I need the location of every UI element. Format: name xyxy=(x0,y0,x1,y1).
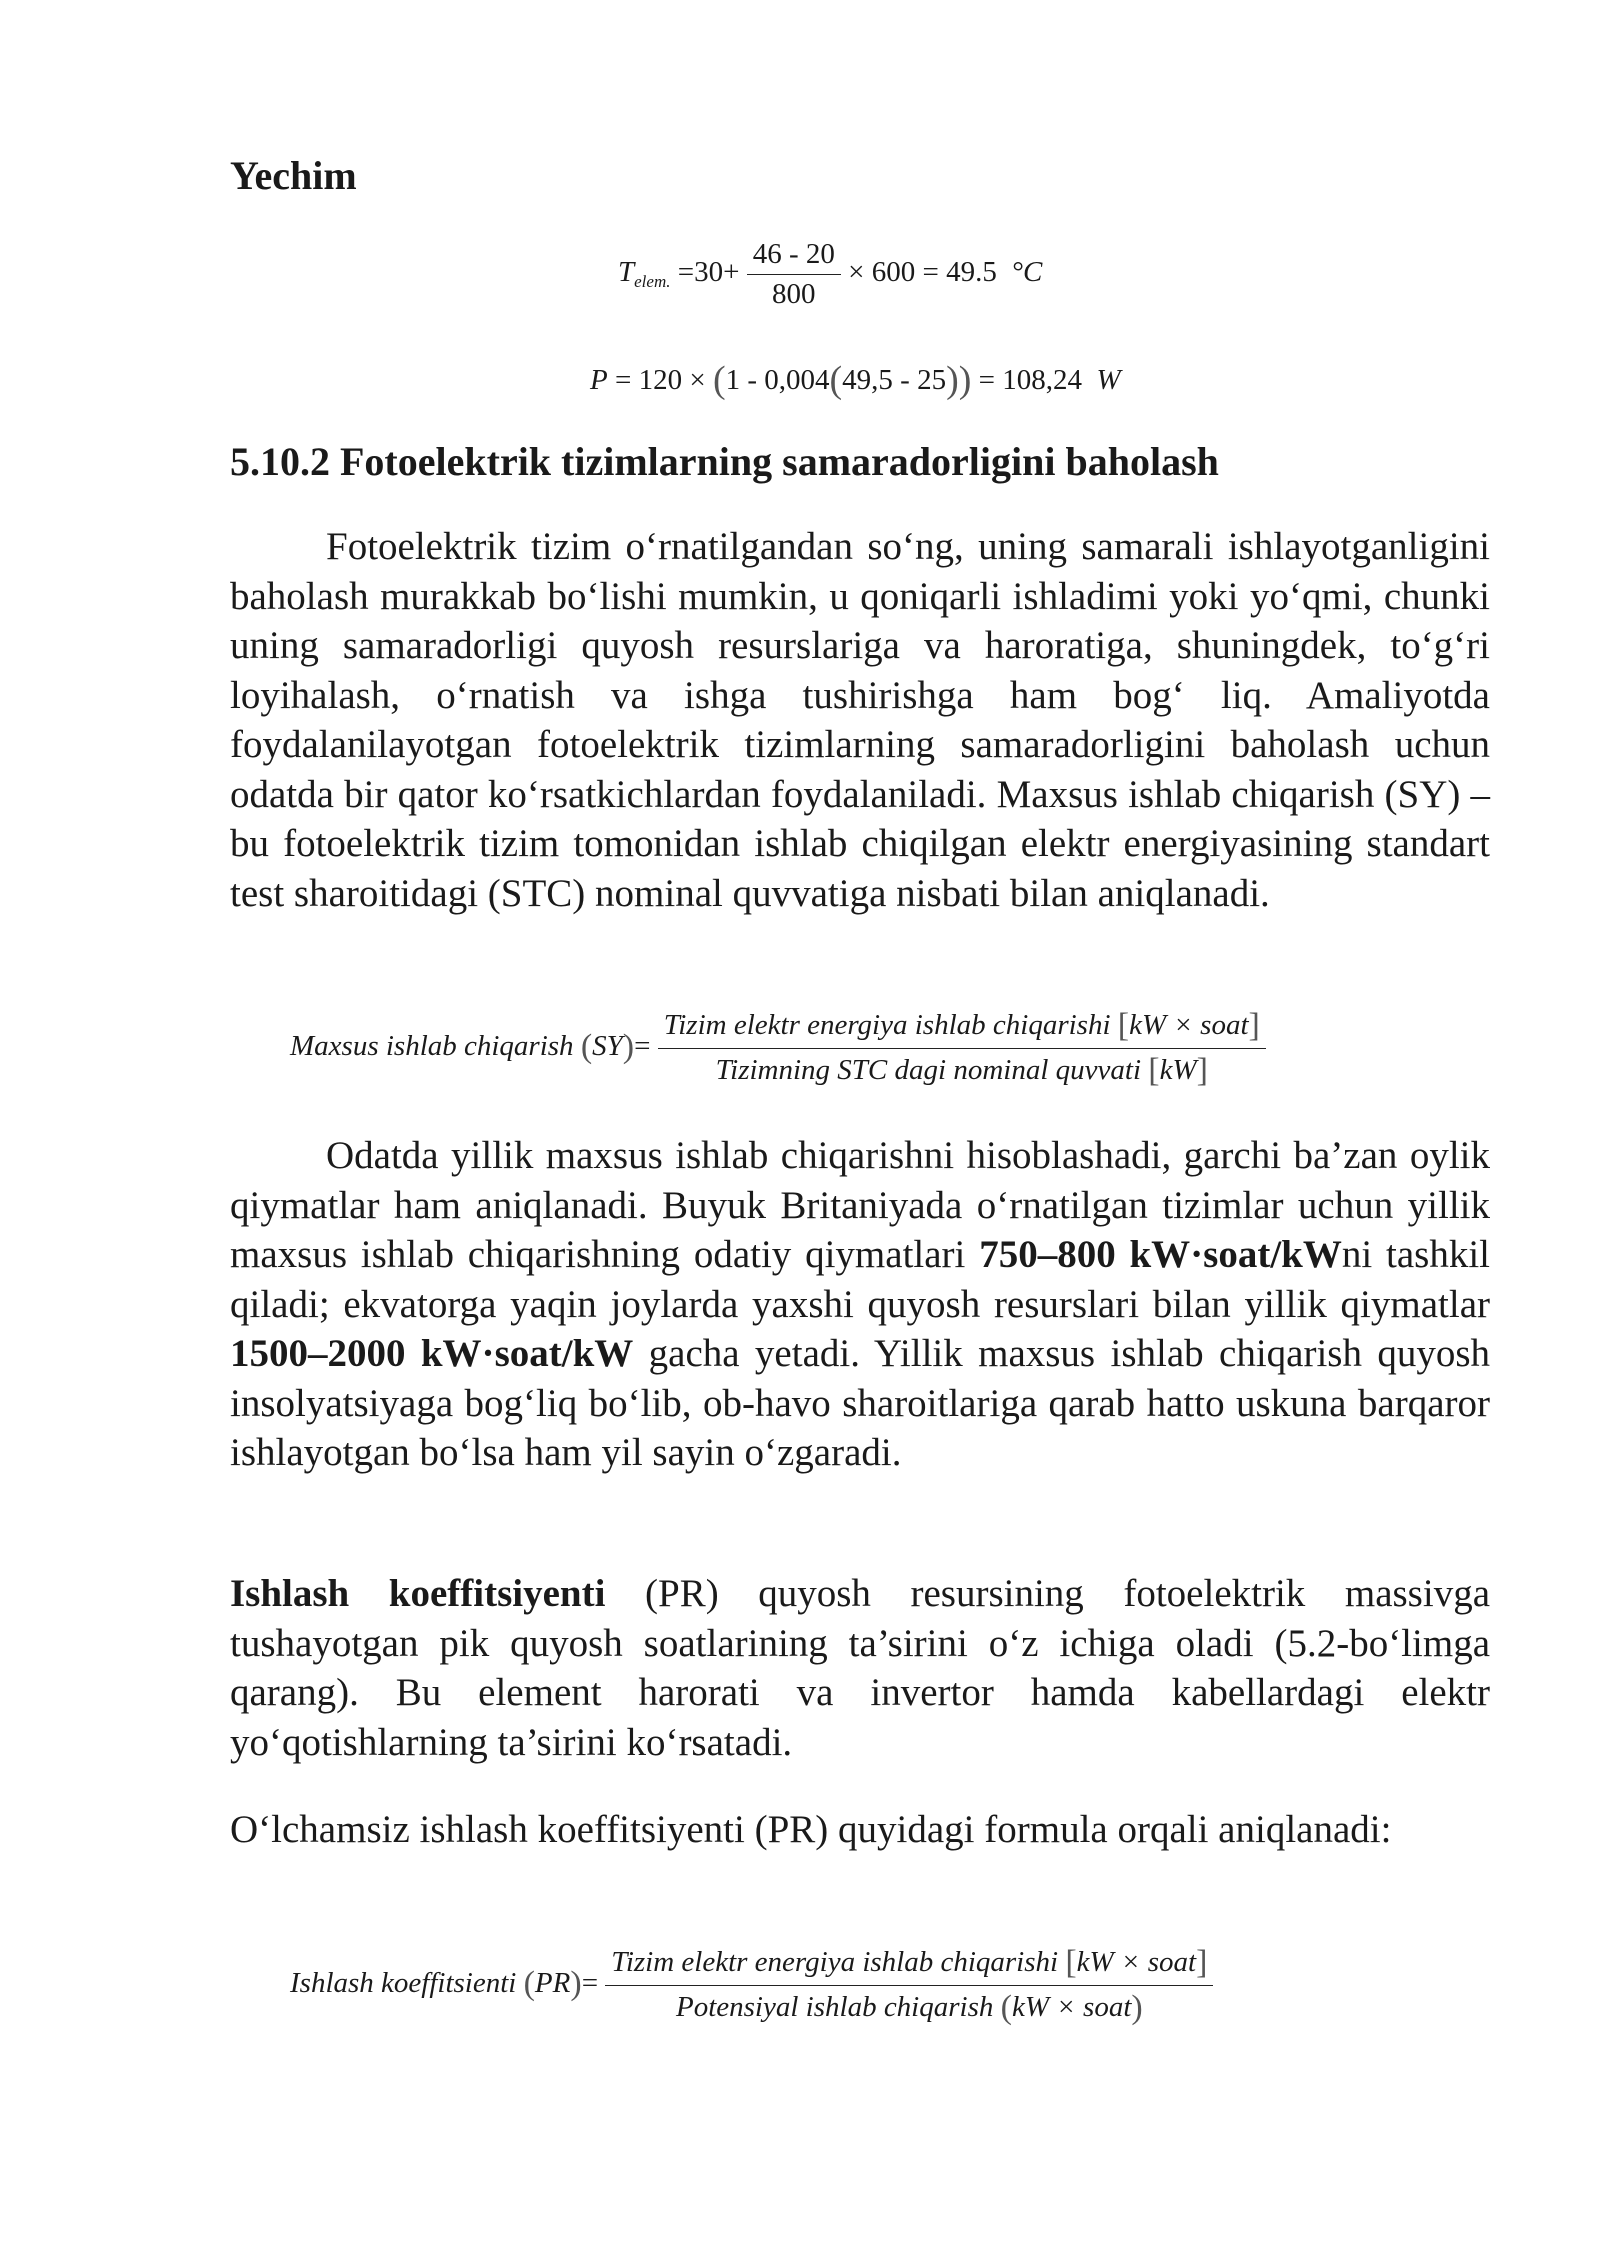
eq2-close-paren: ) xyxy=(958,359,972,401)
eq1-variable: T xyxy=(618,256,635,289)
paragraph-4: O‘lchamsiz ishlash koeffitsiyenti (PR) quyidagi formula orqali aniqlanadi: xyxy=(230,1808,1392,1851)
pr-equals: = xyxy=(581,1967,599,2000)
paragraph-1: Fotoelektrik tizim o‘rnatilgandan so‘ng, uning samarali ishlayotganligini baholash murakkab bo‘lishi mumkin, u qoniqarli ishladimi yoki yo‘qmi, chunki uning samaradorligi quyosh resurslariga va haroratiga, shuningdek, to‘g‘ri loyihalash, o‘rnatish va ishga tushirishga ham bog‘ liq. Amaliyotda foydalanilayotgan fotoelektrik tizimlarning samaradorligini baholash uchun odatda bir qator ko‘rsatkichlardan foydalaniladi. Maxsus ishlab chiqarish (SY) – bu fotoelektrik tizim tomonidan ishlab chiqilgan elektr energiyasining standart test sharoitidagi (STC) nominal quvvatiga nisbati bilan aniqlanadi. xyxy=(230,525,1490,915)
pr-lhs: Ishlash koeffitsienti xyxy=(290,1967,517,2000)
para3-text: (PR) quyosh resursining fotoelektrik massivga tushayotgan pik quyosh soatlarining ta’sirini o‘z ichiga oladi (5.2-bo‘limga qarang). Bu element harorati va invertor hamda kabellardagi elektr yo‘qotishlarning ta’sirini ko‘rsatadi. xyxy=(230,1572,1490,1764)
pr-denominator xyxy=(605,1986,1213,2027)
temperature-equation xyxy=(618,238,1042,311)
eq2-part3: 49,5 - 25 xyxy=(842,364,947,396)
pr-den-text: Potensiyal ishlab chiqarish xyxy=(676,1991,994,2023)
pr-num-bracket-close: ] xyxy=(1196,1944,1208,1981)
sy-abbr: SY xyxy=(592,1030,623,1063)
eq1-fraction xyxy=(747,238,841,311)
pr-close-paren: ) xyxy=(570,1965,582,2003)
eq1-unit: °C xyxy=(1011,256,1043,289)
eq2-open-paren-inner: ( xyxy=(829,359,843,401)
sy-num-bracket-open: [ xyxy=(1117,1007,1130,1044)
solution-heading: Yechim xyxy=(230,153,357,198)
pr-num-text: Tizim elektr energiya ishlab chiqarishi xyxy=(611,1946,1059,1978)
eq2-part1: = 120 × xyxy=(614,364,706,396)
eq2-part2: 1 - 0,004 xyxy=(725,364,830,396)
eq2-variable: P xyxy=(590,364,608,396)
para2-text-3: gacha yetadi. Yillik maxsus ishlab chiqarish quyosh insolyatsiyaga bog‘liq bo‘lib, ob-havo sharoitlariga qarab hatto uskuna barqaror ishlayotgan bo‘lsa ham yil sayin o‘zgaradi. xyxy=(230,1332,1491,1474)
eq1-denominator: 800 xyxy=(772,278,816,310)
eq1-numerator: 46 - 20 xyxy=(747,238,841,275)
sy-lhs: Maxsus ishlab chiqarish xyxy=(290,1030,574,1063)
eq1-subscript: elem. xyxy=(634,272,671,292)
pr-num-unit: kW × soat xyxy=(1076,1946,1197,1978)
eq2-close-paren-inner: ) xyxy=(946,359,959,401)
pr-den-paren-open: ( xyxy=(1000,1989,1012,2026)
sy-fraction xyxy=(658,1007,1266,1090)
paragraph-3 xyxy=(230,1569,1490,1767)
specific-yield-formula xyxy=(290,1007,1266,1090)
para2-bold-1: 750–800 kW·soat/kW xyxy=(979,1233,1342,1276)
section-heading: 5.10.2 Fotoelektrik tizimlarning samaradorligini baholash xyxy=(230,439,1219,484)
eq2-unit: W xyxy=(1096,364,1121,396)
para3-bold: Ishlash koeffitsiyenti xyxy=(230,1572,606,1615)
sy-equals: = xyxy=(634,1030,651,1063)
sy-close-paren: ) xyxy=(622,1028,635,1066)
sy-num-bracket-close: ] xyxy=(1248,1007,1260,1044)
paragraph-2 xyxy=(230,1131,1490,1478)
pr-abbr: PR xyxy=(534,1967,571,2000)
eq2-open-paren: ( xyxy=(712,359,726,401)
pr-num-bracket-open: [ xyxy=(1065,1944,1077,1981)
pr-fraction xyxy=(605,1944,1213,2027)
sy-den-unit: kW xyxy=(1159,1054,1197,1086)
pr-open-paren: ( xyxy=(523,1965,535,2003)
eq1-constant: =30+ xyxy=(677,256,740,289)
para2-text-1: Odatda yillik maxsus ishlab chiqarishni hisoblashadi, garchi ba’zan oylik qiymatlar ham aniqlanadi. Buyuk Britaniyada o‘rnatilgan tizimlar uchun yillik maxsus ishlab chiqarishning odatiy qiymatlari xyxy=(230,1134,1490,1276)
sy-den-text: Tizimning STC dagi nominal quvvati xyxy=(715,1054,1141,1086)
sy-num-text: Tizim elektr energiya ishlab chiqarishi xyxy=(663,1009,1111,1041)
pr-den-paren-close: ) xyxy=(1131,1989,1143,2026)
sy-den-bracket-open: [ xyxy=(1148,1052,1160,1089)
sy-denominator xyxy=(658,1049,1266,1090)
eq1-rest: × 600 = 49.5 xyxy=(848,256,997,289)
para2-bold-2: 1500–2000 kW·soat/kW xyxy=(230,1332,634,1375)
power-equation xyxy=(590,358,1121,402)
sy-num-unit: kW × soat xyxy=(1129,1009,1249,1041)
sy-numerator xyxy=(658,1007,1266,1049)
sy-den-bracket-close: ] xyxy=(1196,1052,1208,1089)
pr-numerator xyxy=(605,1944,1213,1986)
pr-den-unit: kW × soat xyxy=(1011,1991,1132,2023)
para2-text-2: ni tashkil qiladi; ekvatorga yaqin joylarda yaxshi quyosh resurslari bilan yillik qiymatlar xyxy=(230,1233,1490,1326)
sy-open-paren: ( xyxy=(580,1028,593,1066)
eq2-part4: = 108,24 xyxy=(978,364,1083,396)
performance-ratio-formula xyxy=(290,1944,1213,2027)
